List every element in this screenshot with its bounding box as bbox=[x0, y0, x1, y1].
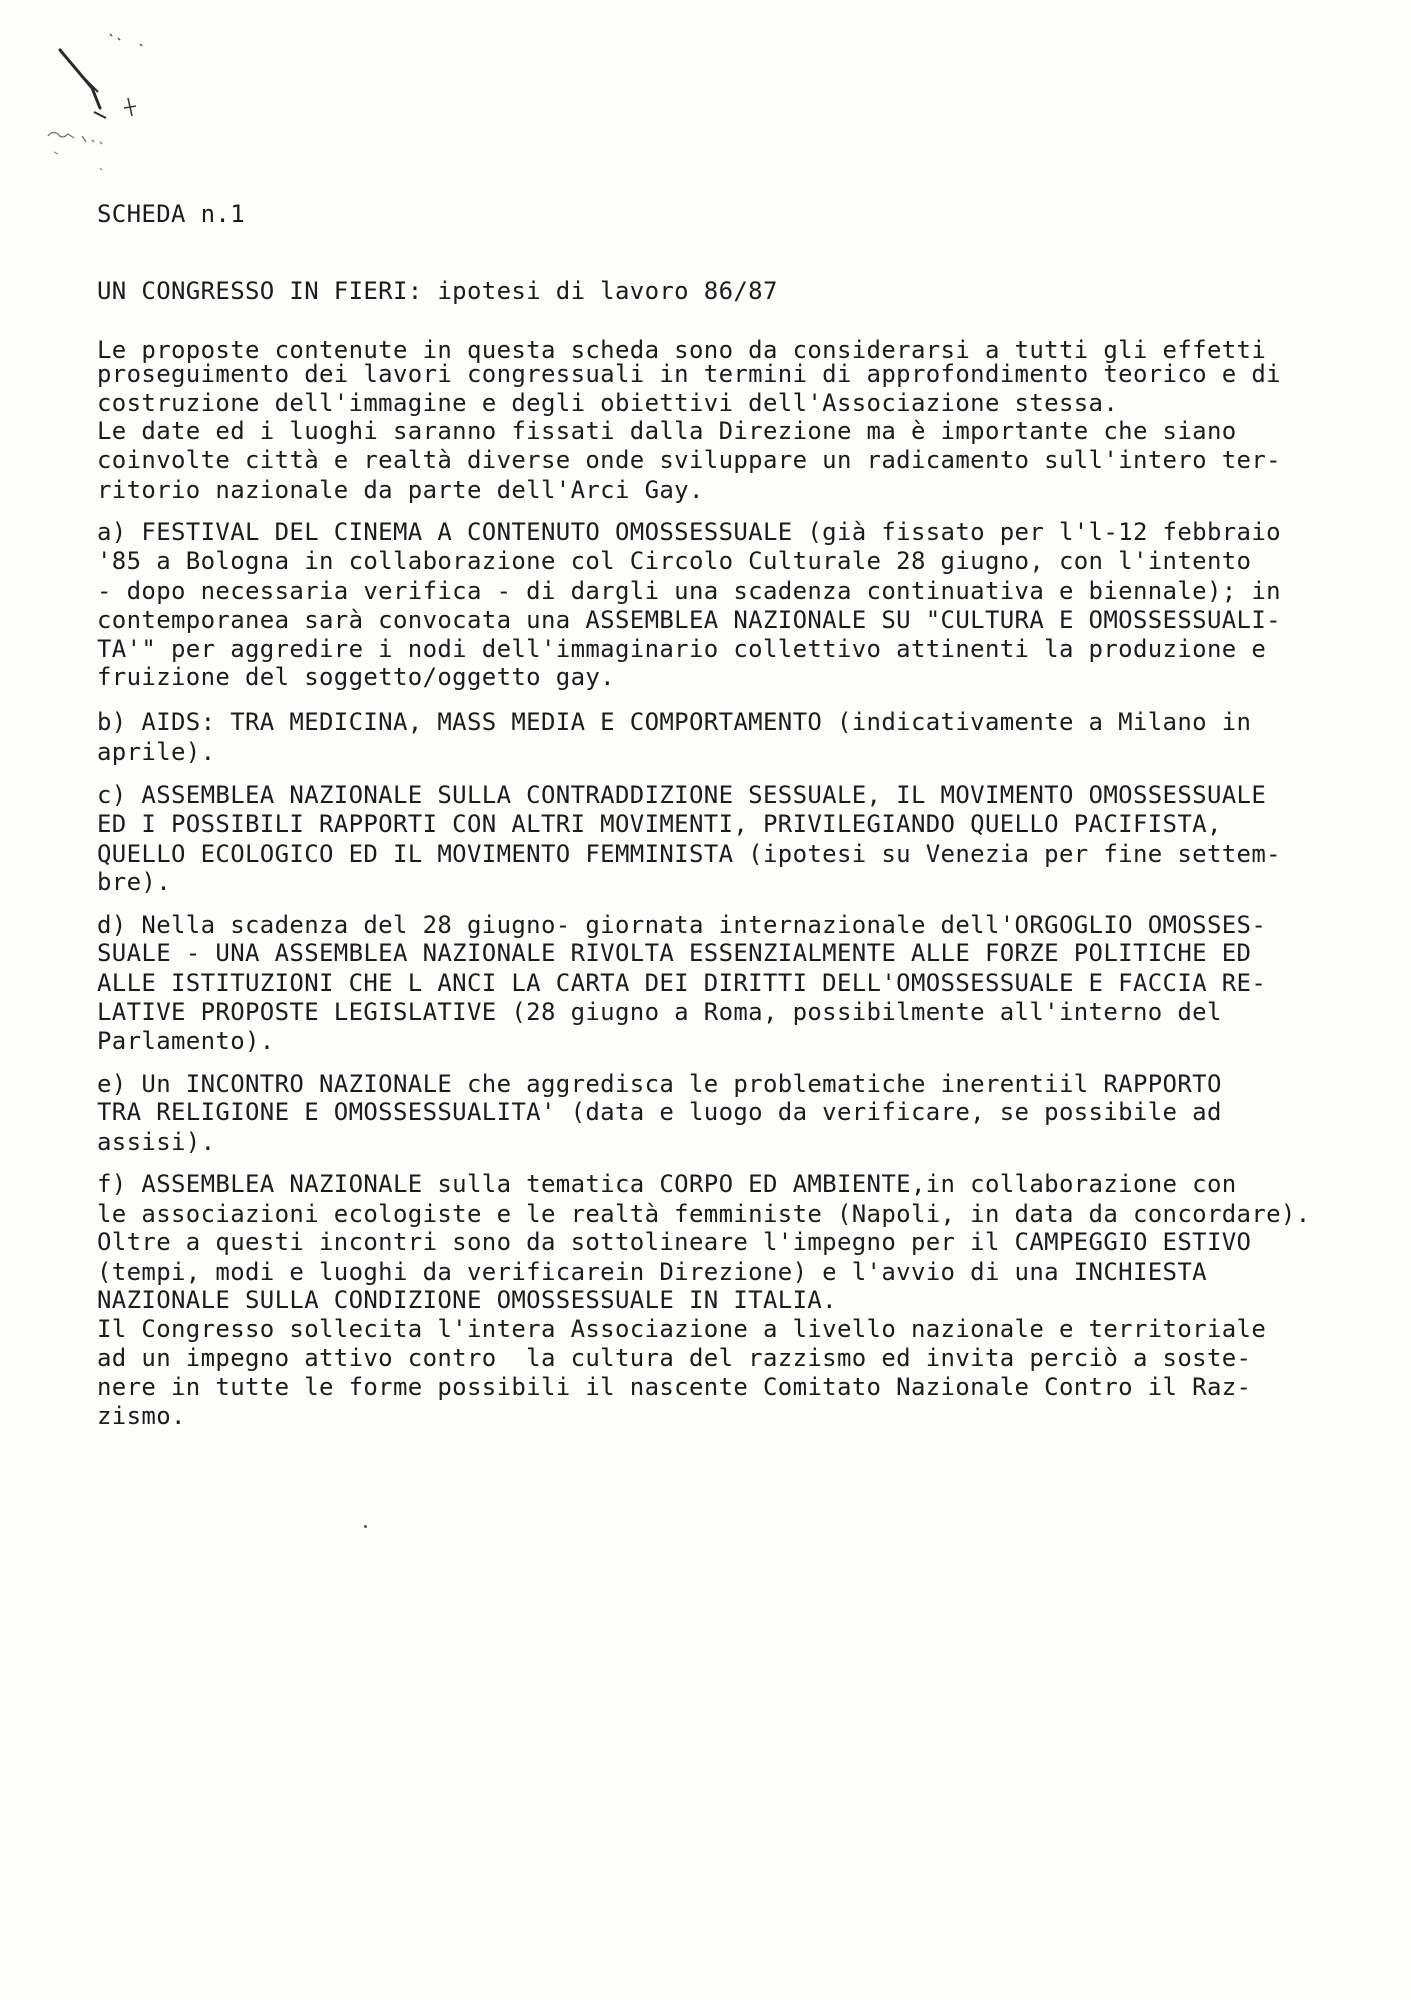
text-line-15: c) ASSEMBLEA NAZIONALE SULLA CONTRADDIZIONE SESSUALE, IL MOVIMENTO OMOSSESSUALE bbox=[97, 781, 1267, 809]
text-line-12: fruizione del soggetto/oggetto gay. bbox=[97, 663, 615, 691]
text-line-6: ritorio nazionale da parte dell'Arci Gay. bbox=[97, 476, 704, 504]
text-line-32: Il Congresso sollecita l'intera Associazione a livello nazionale e territoriale bbox=[97, 1315, 1267, 1343]
paper-speck bbox=[364, 1525, 367, 1528]
text-line-21: ALLE ISTITUZIONI CHE L ANCI LA CARTA DEI DIRITTI DELL'OMOSSESSUALE E FACCIA RE- bbox=[97, 969, 1267, 997]
text-line-27: f) ASSEMBLEA NAZIONALE sulla tematica CORPO ED AMBIENTE,in collaborazione con bbox=[97, 1170, 1237, 1198]
text-line-22: LATIVE PROPOSTE LEGISLATIVE (28 giugno a Roma, possibilmente all'interno del bbox=[97, 998, 1222, 1026]
text-line-4: Le date ed i luoghi saranno fissati dalla Direzione ma è importante che siano bbox=[97, 417, 1237, 445]
text-line-7: a) FESTIVAL DEL CINEMA A CONTENUTO OMOSSESSUALE (già fissato per l'l-12 febbraio bbox=[97, 518, 1281, 546]
text-line-33: ad un impegno attivo contro la cultura del razzismo ed invita perciò a soste- bbox=[97, 1344, 1252, 1372]
text-line-1: Le proposte contenute in questa scheda sono da considerarsi a tutti gli effetti bbox=[97, 336, 1267, 364]
text-line-25: TRA RELIGIONE E OMOSSESSUALITA' (data e luogo da verificare, se possibile ad bbox=[97, 1098, 1222, 1126]
text-line-18: bre). bbox=[97, 868, 171, 896]
text-line-14: aprile). bbox=[97, 738, 216, 766]
text-line-28: le associazioni ecologiste e le realtà femministe (Napoli, in data da concordare). bbox=[97, 1200, 1311, 1228]
handwritten-mark bbox=[40, 30, 150, 180]
document-header: SCHEDA n.1 bbox=[97, 200, 245, 228]
text-line-19: d) Nella scadenza del 28 giugno- giornata internazionale dell'ORGOGLIO OMOSSES- bbox=[97, 911, 1267, 939]
text-line-17: QUELLO ECOLOGICO ED IL MOVIMENTO FEMMINISTA (ipotesi su Venezia per fine settem- bbox=[97, 840, 1281, 868]
text-line-29: Oltre a questi incontri sono da sottolineare l'impegno per il CAMPEGGIO ESTIVO bbox=[97, 1228, 1252, 1256]
text-line-23: Parlamento). bbox=[97, 1027, 275, 1055]
text-line-31: NAZIONALE SULLA CONDIZIONE OMOSSESSUALE IN ITALIA. bbox=[97, 1286, 837, 1314]
text-line-13: b) AIDS: TRA MEDICINA, MASS MEDIA E COMPORTAMENTO (indicativamente a Milano in bbox=[97, 708, 1252, 736]
document-title: UN CONGRESSO IN FIERI: ipotesi di lavoro 86/87 bbox=[97, 277, 778, 305]
text-line-2: proseguimento dei lavori congressuali in termini di approfondimento teorico e di bbox=[97, 360, 1281, 388]
text-line-8: '85 a Bologna in collaborazione col Circolo Culturale 28 giugno, con l'intento bbox=[97, 547, 1252, 575]
text-line-3: costruzione dell'immagine e degli obiettivi dell'Associazione stessa. bbox=[97, 389, 1119, 417]
text-line-20: SUALE - UNA ASSEMBLEA NAZIONALE RIVOLTA ESSENZIALMENTE ALLE FORZE POLITICHE ED bbox=[97, 939, 1252, 967]
text-line-11: TA'" per aggredire i nodi dell'immaginario collettivo attinenti la produzione e bbox=[97, 635, 1267, 663]
text-line-16: ED I POSSIBILI RAPPORTI CON ALTRI MOVIMENTI, PRIVILEGIANDO QUELLO PACIFISTA, bbox=[97, 810, 1222, 838]
text-line-9: - dopo necessaria verifica - di dargli una scadenza continuativa e biennale); in bbox=[97, 577, 1281, 605]
text-line-30: (tempi, modi e luoghi da verificarein Direzione) e l'avvio di una INCHIESTA bbox=[97, 1258, 1207, 1286]
text-line-5: coinvolte città e realtà diverse onde sviluppare un radicamento sull'intero ter- bbox=[97, 446, 1281, 474]
text-line-26: assisi). bbox=[97, 1128, 216, 1156]
text-line-24: e) Un INCONTRO NAZIONALE che aggredisca le problematiche inerentiil RAPPORTO bbox=[97, 1070, 1222, 1098]
text-line-35: zismo. bbox=[97, 1402, 186, 1430]
text-line-34: nere in tutte le forme possibili il nascente Comitato Nazionale Contro il Raz- bbox=[97, 1373, 1252, 1401]
text-line-10: contemporanea sarà convocata una ASSEMBLEA NAZIONALE SU "CULTURA E OMOSSESSUALI- bbox=[97, 606, 1281, 634]
